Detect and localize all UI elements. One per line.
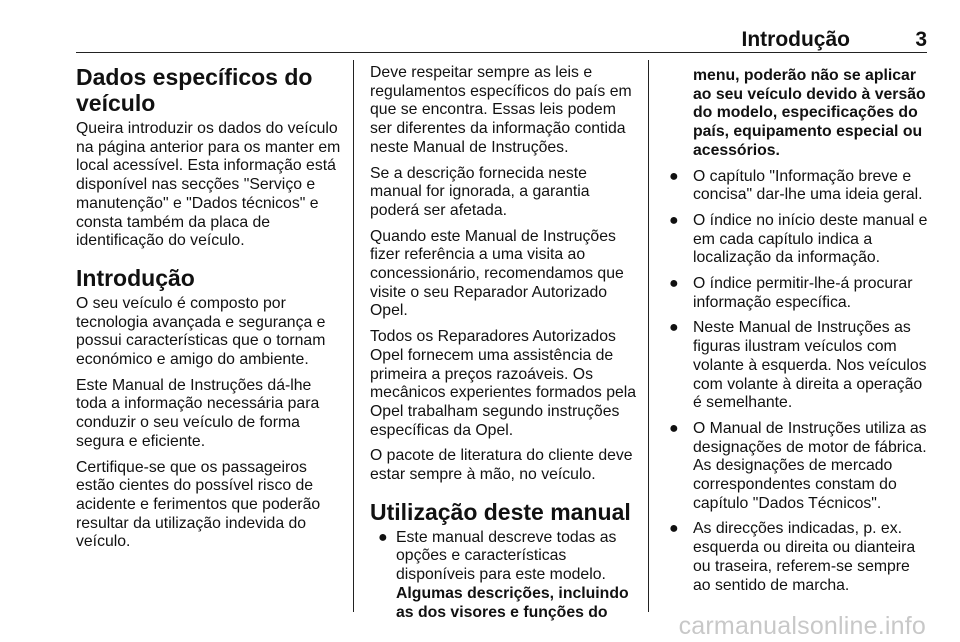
paragraph: Todos os Reparadores Autorizados Opel fornecem uma assistência de primeira a preços razoáveis. Os mecânicos experientes formados pela Opel trabalham segundo instruções específicas da Opel. [370, 328, 637, 439]
list-item-text: O capítulo "Informação breve e concisa" dar-lhe uma ideia geral. [693, 167, 923, 204]
list-item [667, 168, 929, 205]
section-heading-using-manual: Utilização deste manual [370, 498, 631, 525]
list-item [667, 420, 929, 514]
list-item [667, 319, 929, 413]
list-item-text: Neste Manual de Instruções as figuras ilustram veículos com volante à esquerda. Nos veículos com volante à direita a operação é semelhante. [693, 319, 927, 412]
bullet-icon: ● [669, 319, 679, 337]
paragraph: Queira introduzir os dados do veículo na página anterior para os manter em local acessível. Esta informação está disponível nas secções "Serviço e manutenção" e "Dados técnicos" e consta também da placa de identificação do veículo. [76, 120, 341, 250]
list-item-text: O índice permitir-lhe-á procurar informação específica. [693, 275, 913, 311]
continued-bold-text: menu, poderão não se aplicar ao seu veículo devido à versão do modelo, especificações do país, equipamento especial ou acessórios. [693, 67, 926, 159]
list-item-text: Este manual descreve todas as opções e características disponíveis para este modelo. [396, 528, 617, 584]
bullet-icon: ● [669, 275, 679, 293]
list-item [370, 529, 640, 623]
paragraph: Quando este Manual de Instruções fizer referência a uma visita ao concessionário, recomendamos que visite o seu Reparador Autorizado Opel. [370, 227, 624, 320]
paragraph: O pacote de literatura do cliente deve estar sempre à mão, no veículo. [370, 447, 633, 484]
list-item-text: O índice no início deste manual e em cada capítulo indica a localização da informação. [693, 211, 928, 267]
list-item-text: As direcções indicadas, p. ex. esquerda ou direita ou dianteira ou traseira, referem-se sempre ao sentido de marcha. [693, 520, 916, 594]
list-item-text: O Manual de Instruções utiliza as designações de motor de fábrica. As designações de mercado correspondentes constam do capítulo "Dados Técnicos". [693, 419, 927, 512]
watermark-text: carmanualsonline.info [678, 612, 926, 640]
bullet-icon: ● [669, 419, 679, 437]
bullet-icon: ● [669, 520, 679, 538]
page-number: 3 [915, 28, 927, 51]
bullet-list [370, 529, 640, 623]
bullet-list [667, 168, 929, 596]
column-divider-1 [353, 60, 354, 612]
column-1 [76, 64, 346, 559]
column-2 [370, 64, 640, 629]
list-item [667, 275, 929, 312]
header-divider [76, 52, 927, 53]
paragraph: Deve respeitar sempre as leis e regulamentos específicos do país em que se encontra. Essas leis podem ser diferentes da informação contida neste Manual de Instruções. [370, 64, 632, 156]
bullet-icon: ● [378, 528, 388, 546]
section-heading-introduction: Introdução [76, 264, 195, 291]
bullet-icon: ● [669, 211, 679, 229]
column-divider-2 [648, 60, 649, 612]
list-item-bold-text: Algumas descrições, incluindo as dos visores e funções do [396, 584, 629, 621]
chapter-title: Introdução [741, 28, 850, 51]
column-3 [667, 67, 929, 602]
paragraph: Certifique-se que os passageiros estão cientes do possível risco de acidente e ferimentos que poderão resultar da utilização indevida do veículo. [76, 458, 321, 551]
list-item [667, 212, 929, 268]
paragraph: Se a descrição fornecida neste manual for ignorada, a garantia poderá ser afetada. [370, 164, 590, 219]
paragraph: O seu veículo é composto por tecnologia avançada e segurança e possui características que o tornam económico e amigo do ambiente. [76, 294, 326, 369]
list-item [667, 520, 929, 595]
section-heading-vehicle-data: Dados específicos do veículo [76, 64, 313, 116]
paragraph: Este Manual de Instruções dá-lhe toda a informação necessária para conduzir o seu veículo de forma segura e eficiente. [76, 376, 320, 450]
bullet-icon: ● [669, 167, 679, 185]
